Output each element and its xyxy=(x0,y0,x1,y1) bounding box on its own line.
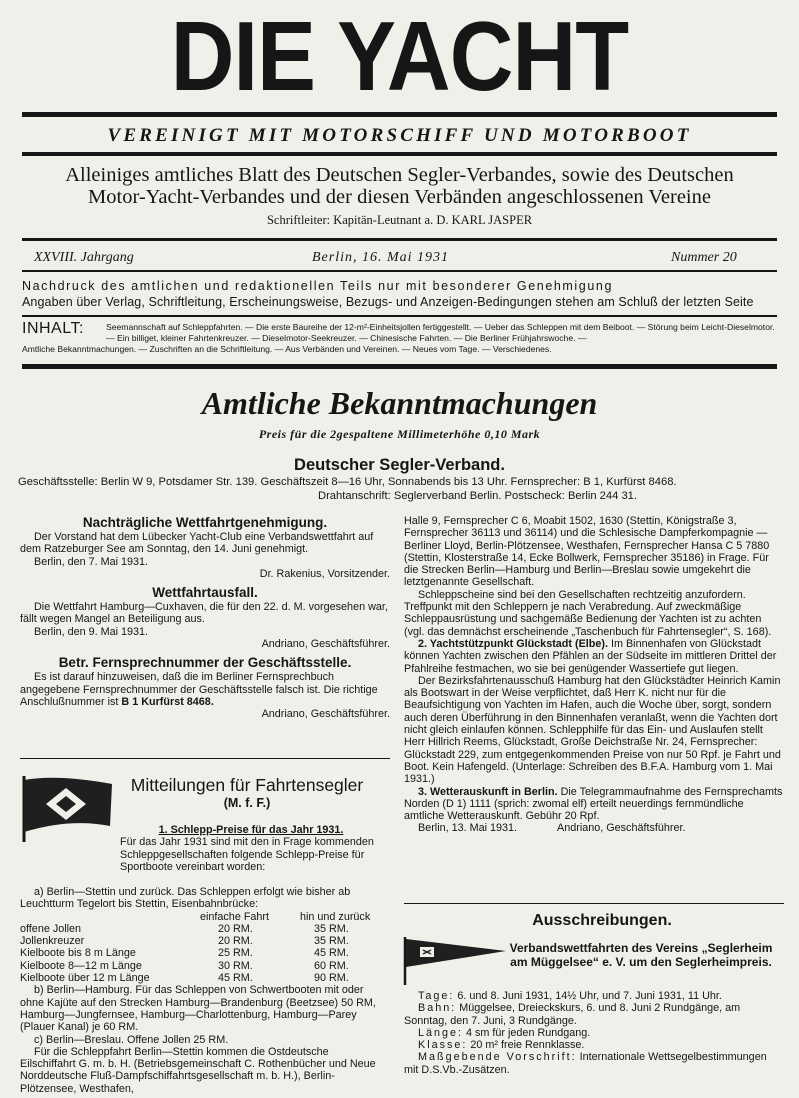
price-single: 20 RM. xyxy=(218,935,253,948)
article-heading: Betr. Fernsprechnummer der Geschäftsstelle. xyxy=(58,655,352,671)
schlepp-companies: Für die Schleppfahrt Berlin—Stettin kommen die Ostdeutsche Eilschiffahrt G. m. b. H. (Betriebsgemeinschaft C. Rothenbücher und Neue Norddeutsche Fluß-Dampfschiffahrtsgesellschaft m. b. H.), Berlin-Plötzensee, Westhafen, xyxy=(20,1045,376,1095)
masthead-title: DIE YACHT xyxy=(170,1,629,111)
route-berlin-hamburg: b) Berlin—Hamburg. Für das Schleppen von Schwertbooten mit oder ohne Kajüte auf den Strecken Hamburg—Brandenburg (Beetzsee) 50 RM, Hamburg—Jungfernsee, Hamburg—Charlottenburg, Hamburg—Parey (Plauer Kanal) je 60 RM. xyxy=(20,984,376,1034)
event-details xyxy=(404,990,784,1076)
right-divider xyxy=(404,903,784,904)
price-single: 20 RM. xyxy=(218,922,253,935)
price-row xyxy=(20,935,370,947)
article-paragraph: Die Wettfahrt Hamburg—Cuxhaven, die für den 22. d. M. vorgesehen war, fällt wegen Mangel an Beteiligung aus. xyxy=(20,601,388,626)
price-row xyxy=(20,972,370,984)
price-return: 45 RM. xyxy=(314,947,349,960)
reprint-notice xyxy=(22,278,777,310)
masthead-rule-bottom xyxy=(22,152,777,156)
right-column xyxy=(404,515,784,835)
price-row xyxy=(20,960,370,972)
price-single: 45 RM. xyxy=(218,972,253,985)
masthead-rule-top xyxy=(22,112,777,117)
price-header-return: hin und zurück xyxy=(300,910,371,923)
pennant-flag-icon xyxy=(402,935,510,987)
left-column-announcements xyxy=(20,515,390,721)
event-days xyxy=(404,990,784,1002)
paragraph-bootswart: Der Bezirksfahrtenausschuß Hamburg hat den Glückstädter Heinrich Kamin als Bootswart in der Weise verpflichtet, daß Herr K. nicht nur für die Beaufsichtigung von Yachten im Hafen, auch die Woche über, sorgt, sondern auch deren Überführung in den Binnenhafen veranlaßt, wenn die Yachten dort nicht gleich einlaufen können. Schlepphilfe für das Ein- und Auslaufen stellt Herr Hillrich Reems, Glückstadt, Große Deichstraße Nr. 24, Fernsprecher: Glückstadt 229, zum entgegenkommenden Preise von nur 50 Rpf. je Fahrt und Boot. Kein Hafengeld. (Unterlage: Schreiben des B.F.A. Hamburg vom 1. Mai 1931.) xyxy=(404,674,781,786)
item-text: Im Binnenhafen von Glückstadt können Yachten zwischen den Pfählen an der Südseite im mittleren Drittel der Pfahlreihe festmachen, wo sie bei genügender Wassertiefe gut liegen. xyxy=(404,637,777,675)
item-paragraph: Für das Jahr 1931 sind mit den in Frage kommenden Schleppgesellschaften folgende Schlepp-Preise für Sportboote vereinbart worden: xyxy=(120,836,374,873)
article-heading: Nachträgliche Wettfahrtgenehmigung. xyxy=(82,515,328,530)
detail-label: Bahn: xyxy=(418,1002,457,1015)
article-text: Es ist darauf hinzuweisen, daß die im Berliner Fernsprechbuch angegebene Fernsprechnummer der Geschäftsstelle falsch ist. Die richtige Anschlußnummer ist xyxy=(20,671,378,708)
price-table xyxy=(20,911,370,985)
route-berlin-stettin: a) Berlin—Stettin und zurück. Das Schleppen erfolgt wie bisher ab Leuchtturm Tegelort bis Stettin, Eisenbahnbrücke: xyxy=(20,886,351,911)
item-heading: 2. Yachtstützpunkt Glückstadt (Elbe). xyxy=(418,637,608,650)
price-single: 30 RM. xyxy=(218,959,253,972)
official-line-1: Alleiniges amtliches Blatt des Deutschen Segler-Verbandes, sowie des Deutschen xyxy=(65,164,734,186)
ausschreibungen-heading: Ausschreibungen. xyxy=(532,912,672,929)
contents-text-last-line: Amtliche Bekanntmachungen. — Zuschriften an die Schriftleitung. — Aus Verbänden und Vereinen. — Neues vom Tage. — Verschiedenes. xyxy=(22,344,552,354)
dsv-heading: Deutscher Segler-Verband. xyxy=(294,456,505,474)
price-return: 35 RM. xyxy=(314,922,349,935)
article-date: Berlin, den 7. Mai 1931. xyxy=(34,555,149,568)
detail-label: Maßgebende Vorschrift: xyxy=(418,1051,577,1064)
official-statement xyxy=(22,164,777,208)
boat-class: Jollenkreuzer xyxy=(20,935,85,948)
phone-number: B 1 Kurfürst 8468. xyxy=(121,695,214,708)
article-paragraph xyxy=(20,671,390,708)
detail-text: 4 sm für jeden Rundgang. xyxy=(463,1026,591,1039)
article-heading: Wettfahrtausfall. xyxy=(152,585,258,601)
issue-place-date: Berlin, 16. Mai 1931 xyxy=(312,250,450,265)
article-date: Berlin, 13. Mai 1931. xyxy=(418,822,518,835)
mff-intro xyxy=(120,824,382,873)
contents-rule-bottom xyxy=(22,364,777,369)
item-text: Die Telegrammaufnahme des Fernsprechamts Norden (D 1) 1111 (sprich: zwomal elf) erteilt neuerdings fernmündliche amtliche Wetterauskunft. Gebühr 20 Rpf. xyxy=(404,785,783,823)
price-return: 90 RM. xyxy=(314,972,349,985)
detail-text: Müggelsee, Dreieckskurs, 6. und 8. Juni 2 Rundgänge, am Sonntag, den 7. Juni, 3 Rundgänge. xyxy=(404,1002,741,1027)
price-row xyxy=(20,947,370,959)
paragraph-companies: Halle 9, Fernsprecher C 6, Moabit 1502, 1630 (Stettin, Königstraße 3, Fernsprecher 36113 und 36114) und die Schlesische Dampferkompagnie — Berliner Lloyd, Berlin-Plötzensee, Westhafen, Fernsprecher Hansa C 5 7880 (Stettin, Klosterstraße 14, Ecke Bollwerk, Fernsprecher 35186) in Frage. Für die Strecken Berlin—Hamburg und Berlin—Breslau sowie umgekehrt die letztgenannte Gesellschaft. xyxy=(404,515,770,589)
contents-rule-top xyxy=(22,315,777,317)
paragraph-schleppscheine: Schleppscheine sind bei den Gesellschaften rechtzeitig anzufordern. Treffpunkt mit den Schleppern je nach Verabredung. Auf zweckmäßige Schleppausrüstung und sachgemäße Bedienung der Yachten ist zu achten (vgl. das demnächst erscheinende „Taschenbuch für Fahrtensegler“, S. 168). xyxy=(404,588,772,638)
issue-rule-bottom xyxy=(22,270,777,272)
official-line-2: Motor-Yacht-Verbandes und der diesen Verbänden angeschlossenen Vereine xyxy=(88,186,711,208)
detail-text: 20 m² freie Rennklasse. xyxy=(467,1039,585,1052)
event-rules xyxy=(404,1051,784,1076)
article-signature: Dr. Rakenius, Vorsitzender. xyxy=(259,567,390,580)
section-title: Amtliche Bekanntmachungen xyxy=(201,385,598,421)
price-return: 60 RM. xyxy=(314,959,349,972)
item-wetterauskunft xyxy=(404,786,784,823)
item-heading: 3. Wetterauskunft in Berlin. xyxy=(418,785,558,798)
mff-heading: Mitteilungen für Fahrtensegler xyxy=(130,775,364,795)
detail-label: Länge: xyxy=(418,1026,464,1039)
boat-class: Kielboote bis 8 m Länge xyxy=(20,947,136,960)
article-signature: Andriano, Geschäftsführer. xyxy=(261,708,390,721)
price-header-single: einfache Fahrt xyxy=(200,910,270,923)
dsv-contact-line-2: Drahtanschrift: Seglerverband Berlin. Postscheck: Berlin 244 31. xyxy=(318,489,638,502)
route-berlin-breslau: c) Berlin—Breslau. Offene Jollen 25 RM. xyxy=(34,1033,229,1046)
issue-rule-top xyxy=(22,238,777,241)
article-date: Berlin, den 9. Mai 1931. xyxy=(34,625,149,638)
event-title: Verbandswettfahrten des Vereins „Seglerheim am Müggelsee“ e. V. um den Seglerheimpreis. xyxy=(509,941,773,969)
reprint-notice-line-2: Angaben über Verlag, Schriftleitung, Erscheinungsweise, Bezugs- und Anzeigen-Bedingungen stehen am Schluß der letzten Seite xyxy=(22,295,754,309)
article-paragraph: Der Vorstand hat dem Lübecker Yacht-Club eine Verbandswettfahrt auf dem Ratzeburger See am Sonntag, den 14. Juni genehmigt. xyxy=(20,531,374,556)
boat-class: Kielboote über 12 m Länge xyxy=(20,972,150,985)
detail-label: Tage: xyxy=(418,990,455,1002)
issue-number: Nummer 20 xyxy=(671,250,737,265)
price-return: 35 RM. xyxy=(314,935,349,948)
burgee-flag-icon xyxy=(18,772,116,844)
event-length xyxy=(404,1027,784,1039)
editor-line: Schriftleiter: Kapitän-Leutnant a. D. KARL JASPER xyxy=(266,213,533,227)
detail-label: Klasse: xyxy=(418,1039,468,1052)
item-glueckstadt xyxy=(404,638,784,675)
item-heading: 1. Schlepp-Preise für das Jahr 1931. xyxy=(158,824,344,836)
article-signature: Andriano, Geschäftsführer. xyxy=(261,638,390,651)
price-row xyxy=(20,923,370,935)
boat-class: offene Jollen xyxy=(20,922,82,935)
price-single: 25 RM. xyxy=(218,947,253,960)
reprint-notice-line-1: Nachdruck des amtlichen und redaktionellen Teils nur mit besonderer Genehmigung xyxy=(22,279,614,293)
left-divider xyxy=(20,758,390,759)
dsv-contact-line-1: Geschäftsstelle: Berlin W 9, Potsdamer Str. 139. Geschäftszeit 8—16 Uhr, Sonnabends bis 13 Uhr. Fernsprecher: B 1, Kurfürst 8468. xyxy=(18,476,677,488)
issue-volume: XXVIII. Jahrgang xyxy=(34,250,134,265)
detail-text: Internationale Wettsegelbestimmungen mit D.S.Vb.-Zusätzen. xyxy=(404,1051,767,1076)
mff-subheading: (M. f. F.) xyxy=(223,796,271,810)
contents-label: INHALT: xyxy=(22,320,84,337)
dsv-contact-info xyxy=(18,476,785,503)
mff-body xyxy=(20,886,382,1095)
detail-text: 6. und 8. Juni 1931, 14½ Uhr, und 7. Juni 1931, 11 Uhr. xyxy=(454,990,722,1002)
event-class xyxy=(404,1039,784,1051)
price-note: Preis für die 2gespaltene Millimeterhöhe 0,10 Mark xyxy=(258,427,541,441)
boat-class: Kielboote 8—12 m Länge xyxy=(20,959,142,972)
contents-text: Seemannschaft auf Schleppfahrten. — Die erste Baureihe der 12-m²-Einheitsjollen fertiggestellt. — Ueber das Schleppen mit dem Beiboot. — Störung beim Leicht-Dieselmotor. — Ein billiget, kleiner Fahrtenkreuzer. — Dieselmotor-Seekreuzer. — Chinesische Fahrten. — Die Berliner Frühjahrswoche. — xyxy=(106,322,775,343)
masthead-subtitle: VEREINIGT MIT MOTORSCHIFF UND MOTORBOOT xyxy=(107,125,692,146)
price-table-header xyxy=(20,911,370,923)
event-course xyxy=(404,1002,784,1027)
article-date-signature xyxy=(404,822,784,834)
article-signature: Andriano, Geschäftsführer. xyxy=(557,822,686,835)
